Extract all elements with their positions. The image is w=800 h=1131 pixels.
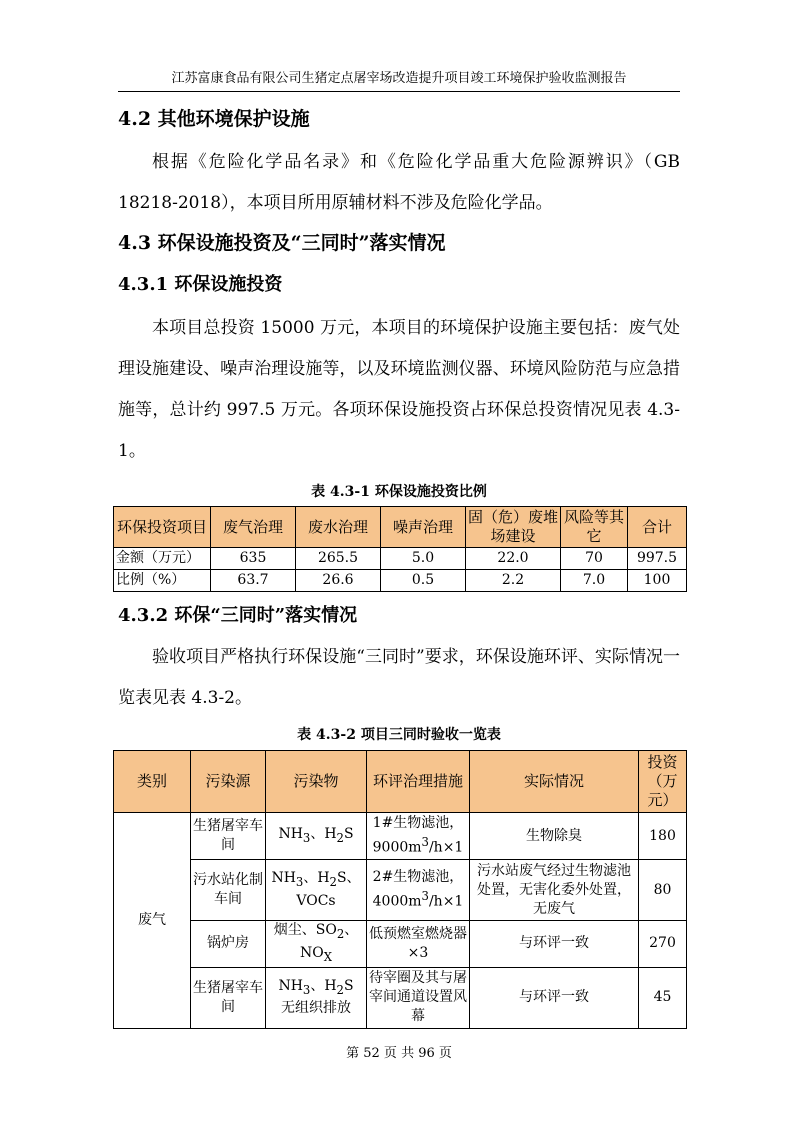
section-4-3-1-title: 4.3.1 环保设施投资 (118, 274, 283, 295)
table-cell: 635 (211, 548, 296, 570)
invest-cell: 45 (639, 967, 687, 1028)
row-label: 比例（%） (114, 570, 211, 592)
table-cell: 265.5 (296, 548, 381, 570)
category-cell: 废气 (114, 813, 191, 1029)
table-row (114, 967, 687, 1028)
section-4-3-2-title: 4.3.2 环保“三同时”落实情况 (118, 605, 358, 626)
table-cell: 22.0 (466, 548, 561, 570)
header-cell: 环评治理措施 (367, 751, 470, 813)
table-4-3-2-caption: 表 4.3-2 项目三同时验收一览表 (297, 727, 501, 743)
header-cell: 投资（万元） (639, 751, 687, 813)
measure-cell: 低预燃室燃烧器×3 (367, 921, 470, 968)
header-cell: 类别 (114, 751, 191, 813)
table-row (114, 813, 687, 860)
table-header-row (114, 751, 687, 813)
header-rule (118, 91, 680, 92)
pollutant-cell: $NH_3$、$H_2S$ (266, 813, 367, 860)
three-simultaneous-table (113, 750, 687, 1029)
table-cell: 0.5 (381, 570, 466, 592)
investment-ratio-table (113, 506, 687, 592)
header-cell: 废气治理 (211, 507, 296, 548)
source-cell: 锅炉房 (191, 921, 266, 968)
section-4-2-title: 4.2 其他环境保护设施 (118, 108, 310, 130)
report-header: 江苏富康食品有限公司生猪定点屠宰场改造提升项目竣工环境保护验收监测报告 (171, 71, 627, 86)
header-cell: 风险等其它 (561, 507, 628, 548)
actual-cell: 污水站废气经过生物滤池处置，无害化委外处置，无废气 (470, 860, 639, 921)
actual-cell: 生物除臭 (470, 813, 639, 860)
actual-cell: 与环评一致 (470, 967, 639, 1028)
table-cell: 26.6 (296, 570, 381, 592)
measure-cell: 2#生物滤池， $4000m^3/h\times 1$ (367, 860, 470, 921)
table-header-row (114, 507, 687, 548)
section-4-3-2-text: 验收项目严格执行环保设施“三同时”要求，环保设施环评、实际情况一览表见表 4.3-2。 (118, 647, 680, 708)
source-cell: 污水站化制车间 (191, 860, 266, 921)
table-cell: 7.0 (561, 570, 628, 592)
page-number: 第 52 页 共 96 页 (346, 1046, 452, 1061)
section-4-3-title: 4.3 环保设施投资及“三同时”落实情况 (118, 232, 446, 254)
table-cell: 5.0 (381, 548, 466, 570)
table-row (114, 921, 687, 968)
source-cell: 生猪屠宰车间 (191, 813, 266, 860)
header-cell: 污染源 (191, 751, 266, 813)
table-cell: 63.7 (211, 570, 296, 592)
row-label: 金额（万元） (114, 548, 211, 570)
measure-cell: 待宰圈及其与屠宰间通道设置风幕 (367, 967, 470, 1028)
table-cell: 70 (561, 548, 628, 570)
table-row (114, 860, 687, 921)
header-cell: 噪声治理 (381, 507, 466, 548)
header-cell: 污染物 (266, 751, 367, 813)
table-cell: 100 (628, 570, 687, 592)
table-cell: 997.5 (628, 548, 687, 570)
actual-cell: 与环评一致 (470, 921, 639, 968)
invest-cell: 80 (639, 860, 687, 921)
header-cell: 固（危）废堆场建设 (466, 507, 561, 548)
header-cell: 环保投资项目 (114, 507, 211, 548)
invest-cell: 180 (639, 813, 687, 860)
header-cell: 废水治理 (296, 507, 381, 548)
section-4-2-text: 根据《危险化学品名录》和《危险化学品重大危险源辨识》（GB 18218-2018），本项目所用原辅材料不涉及危险化学品。 (118, 152, 680, 213)
source-cell: 生猪屠宰车间 (191, 967, 266, 1028)
invest-cell: 270 (639, 921, 687, 968)
table-row (114, 548, 687, 570)
pollutant-cell: $NH_3$、$H_2S$、 VOCs (266, 860, 367, 921)
header-cell: 合计 (628, 507, 687, 548)
header-cell: 实际情况 (470, 751, 639, 813)
table-row (114, 570, 687, 592)
measure-cell: 1#生物滤池， $9000m^3/h\times 1$ (367, 813, 470, 860)
section-4-3-1-text: 本项目总投资 15000 万元，本项目的环境保护设施主要包括：废气处理设施建设、噪声治理设施等，以及环境监测仪器、环境风险防范与应急措施等，总计约 997.5 万元。各项环保设施投资占环保总投资情况见表 4.3-1。 (118, 318, 680, 461)
pollutant-cell: 烟尘、$SO_2$、 $NO_X$ (266, 921, 367, 968)
table-4-3-1-caption: 表 4.3-1 环保设施投资比例 (311, 484, 487, 500)
pollutant-cell: $NH_3$、$H_2S$ 无组织排放 (266, 967, 367, 1028)
table-cell: 2.2 (466, 570, 561, 592)
